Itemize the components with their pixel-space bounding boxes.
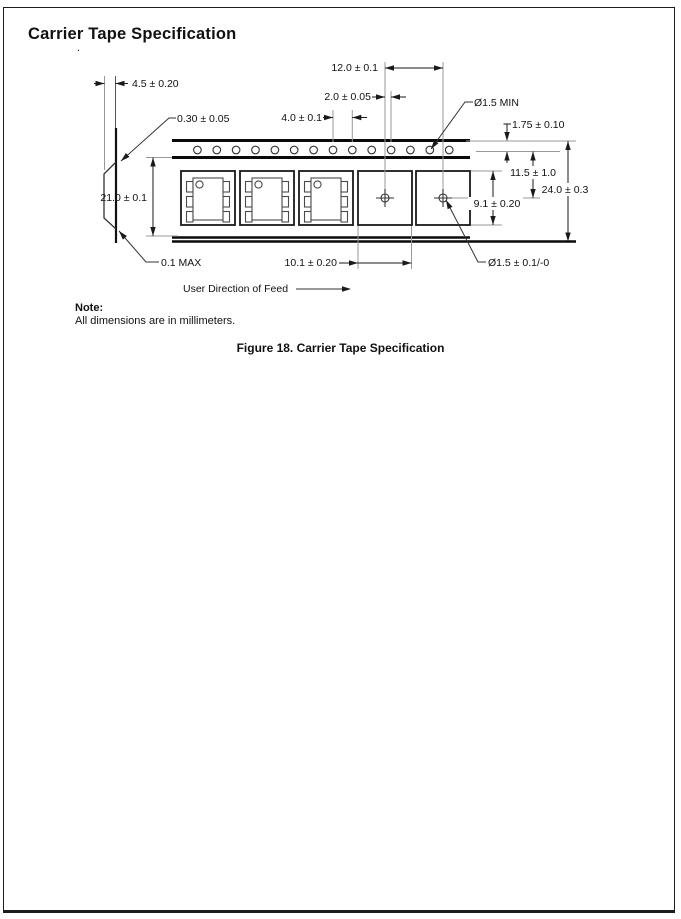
dim-label-hole-center-to-pocket-center: 11.5 ± 1.0 [510, 167, 556, 179]
dim-label-flash-max: 0.1 MAX [161, 257, 202, 269]
tape-side-profile [104, 76, 116, 243]
dim-label-pocket-depth: 4.5 ± 0.20 [132, 78, 179, 90]
feed-direction-label: User Direction of Feed [183, 283, 289, 295]
dim-label-pocket-pitch: 12.0 ± 0.1 [331, 62, 378, 74]
ic-package-1 [187, 178, 230, 222]
dim-label-tape-width: 24.0 ± 0.3 [541, 184, 589, 196]
dim-label-sprocket-hole-pitch: 4.0 ± 0.1 [281, 112, 322, 124]
figure-caption: Figure 18. Carrier Tape Specification [236, 341, 445, 355]
dim-label-hole-to-pocket-center: 2.0 ± 0.05 [324, 91, 371, 103]
sprocket-holes [194, 146, 453, 154]
dim-label-edge-to-hole-center: 1.75 ± 0.10 [512, 119, 565, 131]
dim-label-inner-width: 21.0 ± 0.1 [100, 192, 147, 204]
note-label: Note: [75, 302, 104, 314]
dim-label-center-hole-diameter: Ø1.5 ± 0.1/-0 [488, 257, 550, 269]
feed-direction [183, 283, 351, 295]
stray-dot: . [77, 42, 81, 54]
tape-top-view [172, 141, 576, 242]
dim-label-pocket-width: 9.1 ± 0.20 [473, 198, 521, 210]
ic-package-3 [305, 178, 348, 222]
dim-label-sprocket-hole-diameter: Ø1.5 MIN [474, 97, 519, 109]
leader-tape-thickness [119, 118, 176, 163]
dim-label-tape-thickness: 0.30 ± 0.05 [177, 113, 230, 125]
ic-package-2 [246, 178, 289, 222]
note-text: All dimensions are in millimeters. [75, 315, 236, 327]
page-title: Carrier Tape Specification [28, 25, 237, 43]
leader-sprocket-hole-diameter [429, 102, 473, 151]
dim-label-pocket-length: 10.1 ± 0.20 [284, 257, 337, 269]
